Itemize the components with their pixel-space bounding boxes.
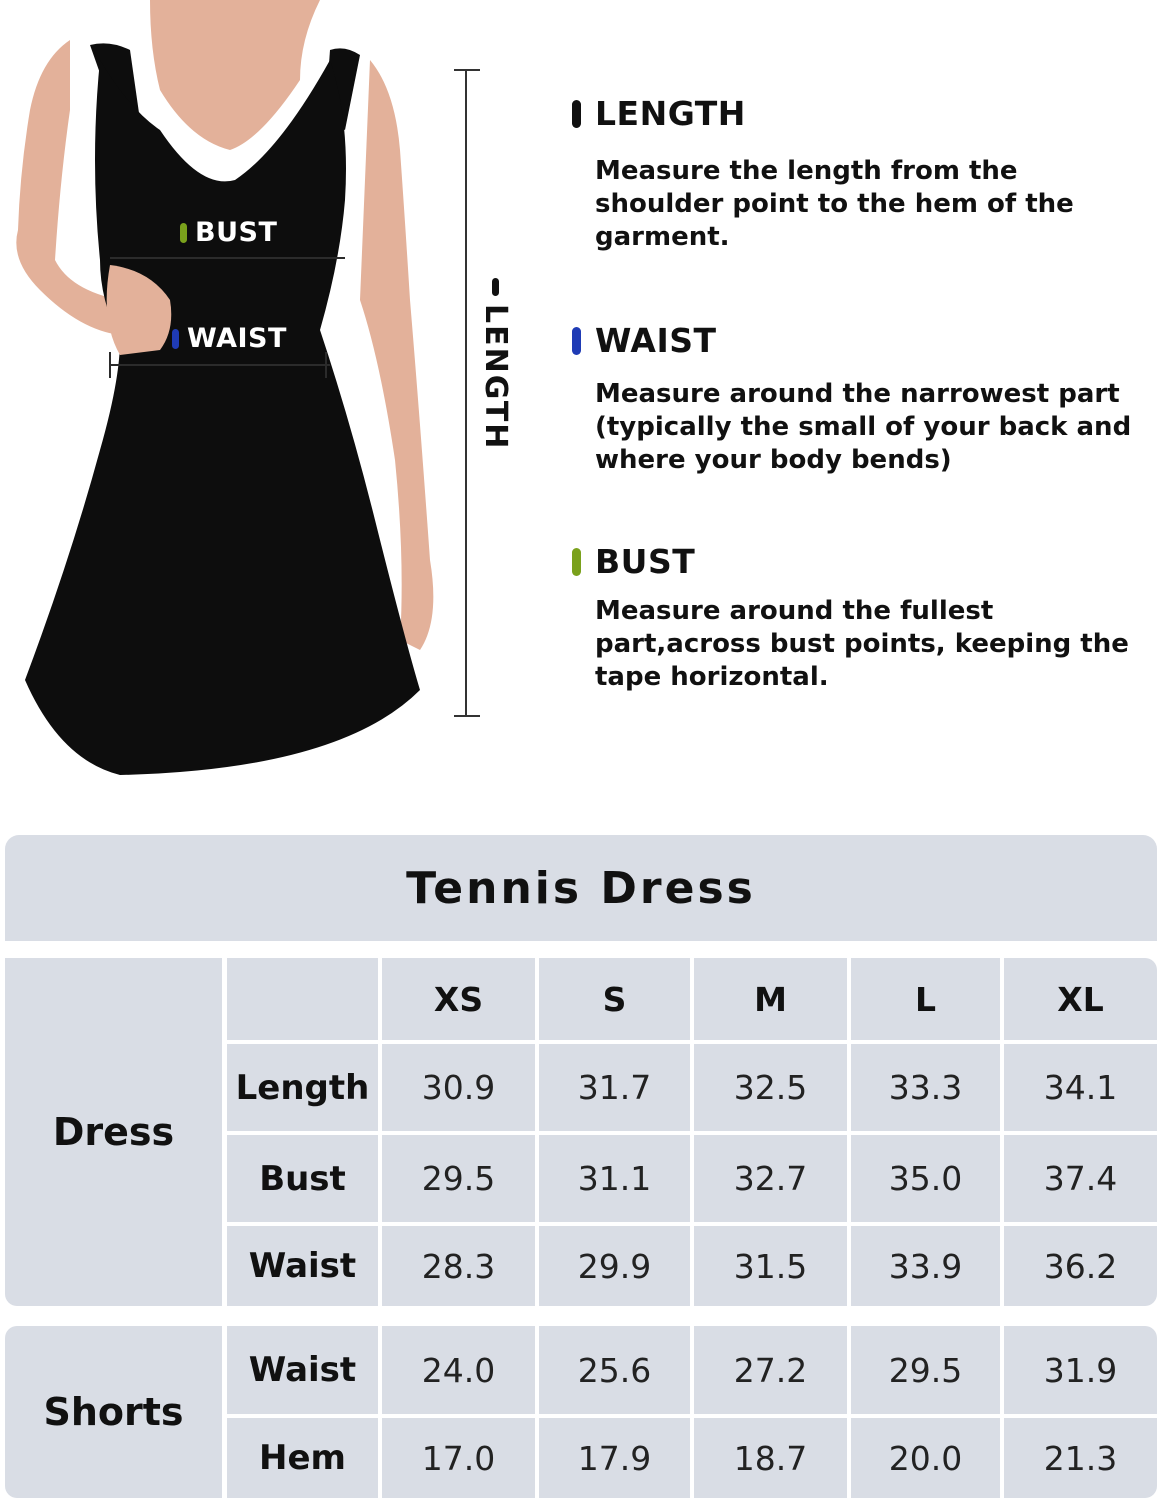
cell-value: 35.0 [888, 1159, 963, 1198]
row-label-dress-length [227, 1044, 378, 1131]
table-cell [694, 1326, 847, 1414]
row-label-shorts-hem [227, 1418, 378, 1498]
row-label-dress-bust [227, 1135, 378, 1222]
instruction-bust [572, 542, 1160, 694]
table-cell [382, 1226, 535, 1306]
length-vertical-text: LENGTH [478, 304, 513, 451]
row-label-text: Waist [248, 1246, 357, 1286]
size-header-s [539, 958, 690, 1040]
table-cell [382, 1135, 535, 1222]
cell-value: 31.9 [1043, 1350, 1118, 1390]
bust-pill-icon [572, 548, 581, 576]
table-cell [539, 1135, 690, 1222]
instruction-waist-title [572, 321, 1160, 360]
table-cell [694, 1135, 847, 1222]
instruction-length [572, 94, 1160, 254]
table-cell [539, 1326, 690, 1414]
cell-value: 17.0 [421, 1438, 496, 1478]
cell-value: 32.7 [733, 1159, 808, 1198]
cell-value: 17.9 [577, 1438, 652, 1478]
cell-value: 33.9 [888, 1246, 963, 1286]
length-pill-icon [572, 100, 581, 128]
header-corner-cell [227, 958, 378, 1040]
instruction-waist [572, 321, 1160, 477]
instruction-title-text: BUST [595, 542, 696, 581]
table-cell [1004, 1418, 1157, 1498]
size-header-text: L [914, 979, 937, 1019]
cell-value: 29.5 [888, 1350, 963, 1390]
instruction-bust-text: Measure around the fullest part,across bust points, keeping the tape horizontal. [595, 596, 1129, 692]
instruction-length-text: Measure the length from the shoulder point to the hem of the garment. [595, 156, 1074, 252]
row-label-shorts-waist [227, 1326, 378, 1414]
size-header-xl [1004, 958, 1157, 1040]
row-label-text: Waist [248, 1350, 357, 1390]
table-cell [382, 1418, 535, 1498]
cell-value: 32.5 [733, 1068, 808, 1107]
row-label-text: Bust [259, 1158, 346, 1199]
ruler-line [465, 70, 467, 716]
size-header-l [851, 958, 1000, 1040]
table-cell [851, 1135, 1000, 1222]
table-title-bar [5, 835, 1157, 941]
group-label-text: Dress [52, 1110, 175, 1154]
cell-value: 28.3 [421, 1246, 496, 1286]
instruction-title-text: LENGTH [595, 94, 746, 133]
cell-value: 20.0 [888, 1438, 963, 1478]
waist-label [172, 323, 287, 354]
size-header-text: XS [433, 979, 484, 1019]
table-cell [382, 1326, 535, 1414]
waist-pill-icon [172, 329, 179, 349]
size-header-xs [382, 958, 535, 1040]
table-cell [1004, 1226, 1157, 1306]
table-cell [851, 1418, 1000, 1498]
table-cell [851, 1326, 1000, 1414]
group-label-text: Shorts [43, 1390, 184, 1434]
cell-value: 31.5 [733, 1246, 808, 1286]
table-cell [382, 1044, 535, 1131]
row-label-dress-waist [227, 1226, 378, 1306]
size-header-text: S [602, 979, 627, 1019]
table-cell [1004, 1044, 1157, 1131]
length-vertical-label [478, 278, 518, 468]
table-cell [851, 1226, 1000, 1306]
instruction-bust-title [572, 542, 1160, 581]
waist-pill-icon [572, 327, 581, 355]
table-cell [694, 1226, 847, 1306]
cell-value: 25.6 [577, 1350, 652, 1390]
cell-value: 29.5 [421, 1159, 496, 1198]
instruction-length-title [572, 94, 1160, 133]
bust-label-text: BUST [195, 217, 278, 248]
cell-value: 33.3 [888, 1068, 963, 1107]
cell-value: 31.7 [577, 1068, 652, 1107]
group-label-dress [5, 958, 222, 1306]
size-header-text: XL [1057, 979, 1104, 1019]
row-label-text: Hem [259, 1438, 346, 1478]
bust-label [180, 217, 277, 248]
cell-value: 24.0 [421, 1350, 496, 1390]
table-cell [539, 1044, 690, 1131]
table-cell [539, 1226, 690, 1306]
cell-value: 30.9 [421, 1068, 496, 1107]
table-title: Tennis Dress [406, 862, 756, 914]
table-cell [694, 1044, 847, 1131]
table-cell [694, 1418, 847, 1498]
bust-pill-icon [180, 223, 187, 243]
size-header-m [694, 958, 847, 1040]
cell-value: 27.2 [733, 1350, 808, 1390]
cell-value: 21.3 [1043, 1438, 1118, 1478]
cell-value: 36.2 [1043, 1246, 1118, 1286]
cell-value: 31.1 [577, 1159, 652, 1198]
ruler-bottom-cap [454, 715, 480, 717]
instruction-title-text: WAIST [595, 321, 717, 360]
size-header-text: M [754, 979, 787, 1019]
length-pill-icon [492, 278, 499, 296]
cell-value: 18.7 [733, 1438, 808, 1478]
dress-illustration [0, 0, 450, 780]
cell-value: 37.4 [1043, 1159, 1118, 1198]
row-label-text: Length [235, 1067, 370, 1108]
table-cell [1004, 1135, 1157, 1222]
instruction-waist-text: Measure around the narrowest part (typically the small of your back and where your body bends) [595, 379, 1132, 475]
table-cell [1004, 1326, 1157, 1414]
ruler-top-cap [454, 69, 480, 71]
group-label-shorts [5, 1326, 222, 1498]
model-figure [0, 0, 450, 780]
table-cell [539, 1418, 690, 1498]
table-cell [851, 1044, 1000, 1131]
cell-value: 29.9 [577, 1246, 652, 1286]
waist-label-text: WAIST [187, 323, 287, 354]
cell-value: 34.1 [1043, 1068, 1118, 1107]
